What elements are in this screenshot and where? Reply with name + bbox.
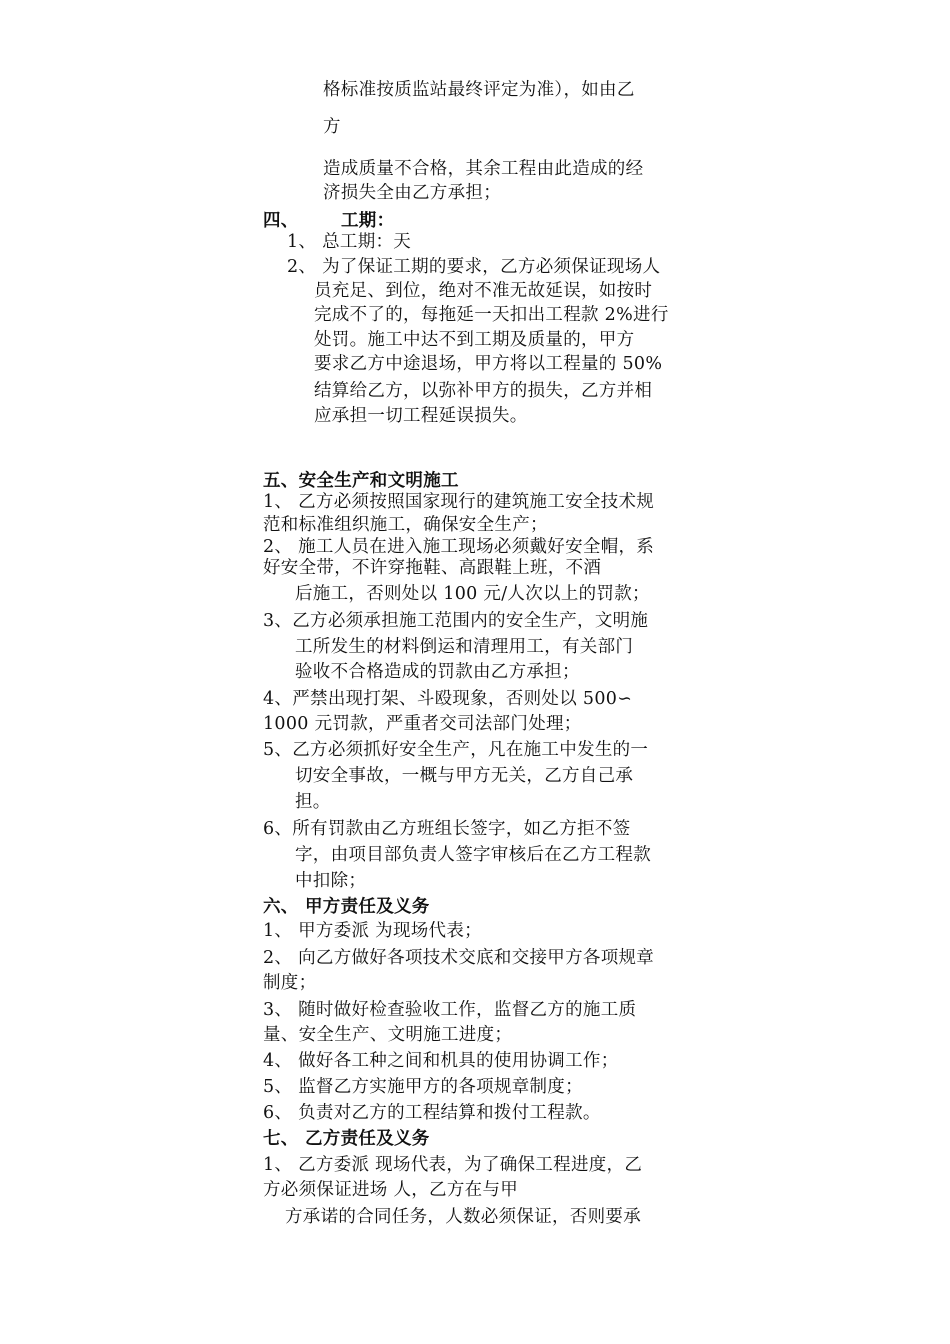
text-line: 工所发生的材料倒运和清理用工，有关部门	[295, 637, 634, 657]
text-line: 量、安全生产、文明施工进度；	[263, 1025, 513, 1045]
text-line: 1000 元罚款，严重者交司法部门处理；	[263, 714, 582, 734]
text-line: 6、所有罚款由乙方班组长签字，如乙方拒不签	[263, 819, 631, 839]
text-line: 制度；	[263, 973, 317, 993]
text-line: 结算给乙方，以弥补甲方的损失，乙方并相	[314, 381, 653, 401]
section-heading: 七、 乙方责任及义务	[263, 1129, 430, 1149]
text-line: 1、 乙方必须按照国家现行的建筑施工安全技术规	[263, 492, 655, 512]
text-line: 6、 负责对乙方的工程结算和拨付工程款。	[263, 1103, 601, 1123]
text-line: 字，由项目部负责人签字审核后在乙方工程款	[295, 845, 651, 865]
text-line: 切安全事故，一概与甲方无关，乙方自己承	[295, 766, 634, 786]
section-heading: 工期：	[341, 211, 395, 231]
text-line: 中扣除；	[295, 871, 367, 891]
text-line: 应承担一切工程延误损失。	[314, 406, 528, 426]
text-line: 济损失全由乙方承担；	[323, 183, 501, 203]
text-line: 范和标准组织施工，确保安全生产；	[263, 515, 548, 535]
text-line: 方必须保证进场 人，乙方在与甲	[263, 1180, 519, 1200]
text-line: 2、 为了保证工期的要求，乙方必须保证现场人	[287, 257, 661, 277]
text-line: 1、 甲方委派 为现场代表；	[263, 921, 482, 941]
text-line: 3、 随时做好检查验收工作，监督乙方的施工质	[263, 1000, 637, 1020]
text-line: 验收不合格造成的罚款由乙方承担；	[295, 662, 580, 682]
text-line: 5、 监督乙方实施甲方的各项规章制度；	[263, 1077, 583, 1097]
text-line: 1、 总工期：天	[287, 232, 412, 252]
text-line: 3、乙方必须承担施工范围内的安全生产，文明施	[263, 611, 649, 631]
text-line: 2、 施工人员在进入施工现场必须戴好安全帽，系	[263, 537, 655, 557]
text-line: 格标准按质监站最终评定为准），如由乙	[323, 80, 635, 100]
text-line: 完成不了的，每拖延一天扣出工程款 2%进行	[314, 305, 669, 325]
text-line: 担。	[295, 792, 331, 812]
text-line: 要求乙方中途退场，甲方将以工程量的 50%	[314, 354, 663, 374]
text-line: 后施工，否则处以 100 元/人次以上的罚款；	[295, 584, 650, 604]
text-line: 2、 向乙方做好各项技术交底和交接甲方各项规章	[263, 948, 655, 968]
text-line: 方承诺的合同任务，人数必须保证，否则要承	[285, 1207, 641, 1227]
text-line: 造成质量不合格，其余工程由此造成的经	[323, 159, 644, 179]
text-line: 员充足、到位，绝对不准无故延误，如按时	[314, 281, 653, 301]
text-line: 1、 乙方委派 现场代表，为了确保工程进度，乙	[263, 1155, 643, 1175]
section-heading: 五、安全生产和文明施工	[263, 471, 459, 491]
text-line: 5、乙方必须抓好安全生产，凡在施工中发生的一	[263, 740, 649, 760]
section-number: 四、	[263, 211, 299, 231]
section-heading: 六、 甲方责任及义务	[263, 897, 430, 917]
text-line: 4、严禁出现打架、斗殴现象，否则处以 500∽	[263, 689, 633, 709]
text-line: 好安全带，不许穿拖鞋、高跟鞋上班，不酒	[263, 558, 602, 578]
text-line: 方	[323, 117, 341, 137]
text-line: 4、 做好各工种之间和机具的使用协调工作；	[263, 1051, 619, 1071]
text-line: 处罚。施工中达不到工期及质量的，甲方	[314, 330, 635, 350]
